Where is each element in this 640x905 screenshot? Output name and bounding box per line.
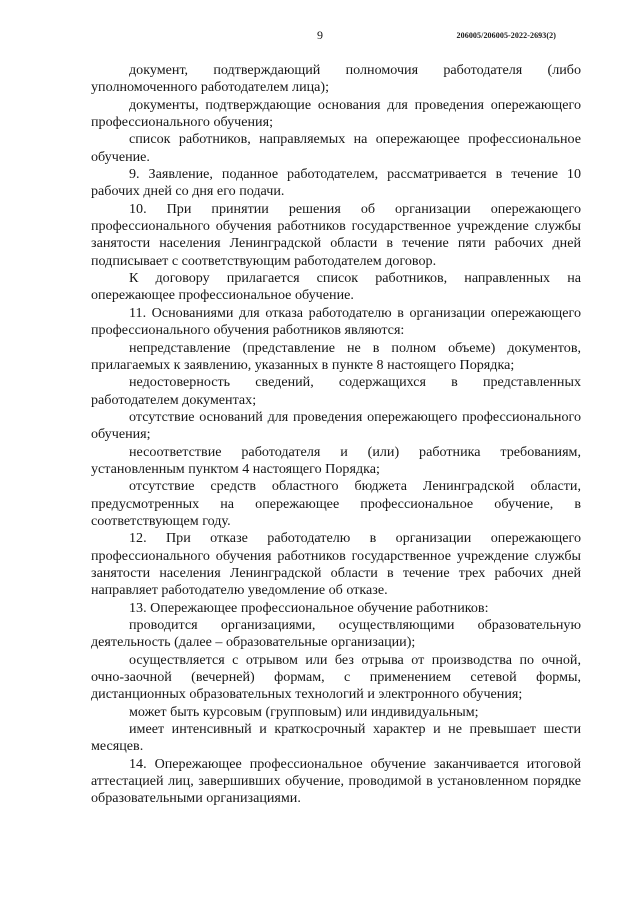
paragraph: 12. При отказе работодателю в организации опережающего профессионального обучения работников государственное учреждение службы занятости населения Ленинградской области в течение трех рабочих дней направляет работодателю уведомление об отказе.	[91, 530, 581, 599]
paragraph: несоответствие работодателя и (или) работника требованиям, установленным пунктом 4 настоящего Порядка;	[91, 443, 581, 477]
paragraph: отсутствие оснований для проведения опережающего профессионального обучения;	[91, 408, 581, 443]
paragraph: отсутствие средств областного бюджета Ленинградской области, предусмотренных на опережающее профессиональное обучение, в соответствующем году.	[91, 478, 581, 529]
paragraph: 11. Основаниями для отказа работодателю в организации опережающего профессионального обучения работников являются:	[91, 304, 581, 339]
document-code: 206005/206005-2022-2693(2)	[456, 31, 556, 40]
paragraph: имеет интенсивный и краткосрочный характер и не превышает шести месяцев.	[91, 721, 581, 755]
paragraph: К договору прилагается список работников, направленных на опережающее профессиональное обучение.	[91, 270, 581, 304]
paragraph: документ, подтверждающий полномочия работодателя (либо уполномоченного работодателем лица);	[91, 62, 581, 96]
paragraph: список работников, направляемых на опережающее профессиональное обучение.	[91, 131, 581, 165]
paragraph: может быть курсовым (групповым) или индивидуальным;	[129, 703, 479, 720]
document-body	[91, 62, 581, 808]
paragraph: осуществляется с отрывом или без отрыва от производства по очной, очно-заочной (вечерней) формам, с применением сетевой формы, дистанционных образовательных технологий и электронного обучения;	[91, 651, 581, 703]
page-number: 9	[317, 28, 323, 42]
paragraph: непредставление (представление не в полном объеме) документов, прилагаемых к заявлению, указанных в пункте 8 настоящего Порядка;	[91, 339, 581, 373]
paragraph: 9. Заявление, поданное работодателем, рассматривается в течение 10 рабочих дней со дня его подачи.	[91, 166, 581, 200]
paragraph: проводится организациями, осуществляющими образовательную деятельность (далее – образовательные организации);	[91, 617, 581, 651]
paragraph: документы, подтверждающие основания для проведения опережающего профессионального обучения;	[91, 96, 581, 131]
paragraph: недостоверность сведений, содержащихся в представленных работодателем документах;	[91, 374, 581, 408]
paragraph: 13. Опережающее профессиональное обучение работников:	[129, 599, 489, 616]
paragraph: 10. При принятии решения об организации опережающего профессионального обучения работников государственное учреждение службы занятости населения Ленинградской области в течение пяти рабочих дней подписывает с соответствующим работодателем договор.	[91, 200, 581, 269]
paragraph: 14. Опережающее профессиональное обучение заканчивается итоговой аттестацией лиц, завершивших обучение, проводимой в установленном порядке образовательными организациями.	[91, 755, 581, 807]
